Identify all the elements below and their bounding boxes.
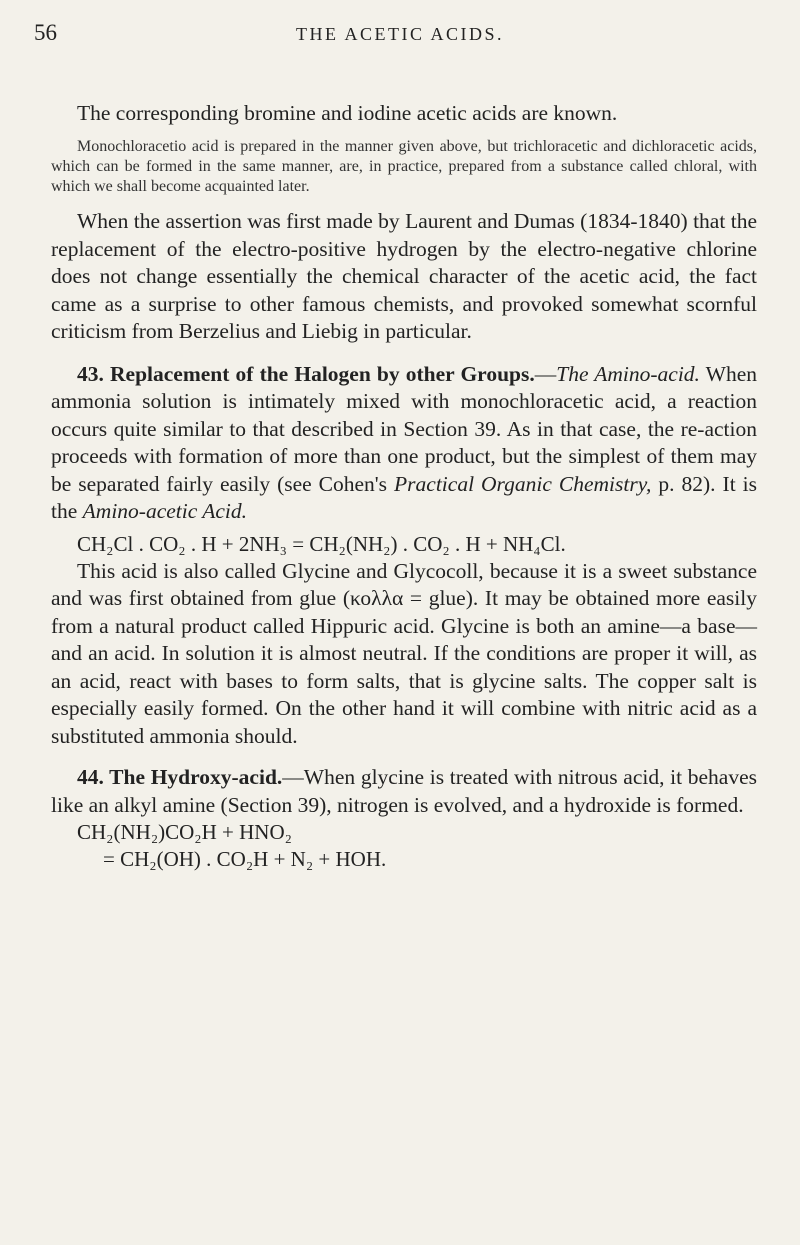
- section-43-dash: —: [534, 361, 557, 386]
- page-body: [51, 100, 757, 873]
- equation-hydroxy-line1: CH₂(NH₂)CO₂H + HNO₂: [77, 820, 292, 845]
- section-44-heading: 44. The Hydroxy-acid.: [77, 765, 283, 790]
- equation-amino-acetic: CH₂Cl . CO₂ . H + 2NH₃ = CH₂(NH₂) . CO₂ . H + NH₄Cl.: [77, 531, 566, 556]
- section-43-text-a: When ammonia solution is intimately mixed with monochloracetic acid, a reaction occurs quite similar to that described in Section 39. As in that case, the re-action proceeds with formation of more than one product, but the simplest of them may be separated fairly easily (see Cohen's: [51, 361, 758, 496]
- running-head: THE ACETIC ACIDS.: [295, 24, 504, 44]
- paragraph-monochloracetic: Monochloracetio acid is prepared in the manner given above, but trichloracetic and dichloracetic acids, which can be formed in the same manner, are, in practice, prepared from a substance called chloral, with which we shall become acquainted later.: [51, 137, 757, 196]
- paragraph-laurent-dumas: When the assertion was first made by Laurent and Dumas (1834-1840) that the replacement of the electro-positive hydrogen by the electro-negative chlorine does not change essentially the chemical character of the acetic acid, the fact came as a surprise to other famous chemists, and provoked somewhat scornful criticism from Berzelius and Liebig in particular.: [51, 209, 757, 344]
- section-43-subhead: The Amino-acid.: [556, 361, 700, 386]
- book-title-citation: Practical Organic Chemistry,: [394, 471, 652, 496]
- amino-acetic-acid-term: Amino-acetic Acid.: [82, 499, 248, 524]
- equation-hydroxy-line2: = CH₂(OH) . CO₂H + N₂ + HOH.: [103, 847, 387, 872]
- section-43-text-b: p. 82). It is the: [51, 471, 757, 524]
- paragraph-bromine-iodine: The corresponding bromine and iodine acetic acids are known.: [77, 101, 618, 125]
- paragraph-glycine: This acid is also called Glycine and Glycocoll, because it is a sweet substance and was first obtained from glue (κολλα = glue). It may be obtained more easily from a natural product called Hippuric acid. Glycine is both an amine—a base—and an acid. In solution it is almost neutral. If the conditions are proper it will, as an acid, react with bases to form salts, that is glycine salts. The copper salt is especially easily formed. On the other hand it will combine with nitric acid as a substituted ammonia should.: [51, 558, 757, 748]
- section-44-paragraph: [51, 764, 757, 819]
- page-number: 56: [34, 20, 57, 45]
- section-44-text: —When glycine is treated with nitrous acid, it behaves like an alkyl amine (Section 39), nitrogen is evolved, and a hydroxide is formed.: [51, 765, 758, 817]
- section-43-paragraph: [51, 361, 757, 526]
- section-43-heading: 43. Replacement of the Halogen by other Groups.: [77, 361, 535, 386]
